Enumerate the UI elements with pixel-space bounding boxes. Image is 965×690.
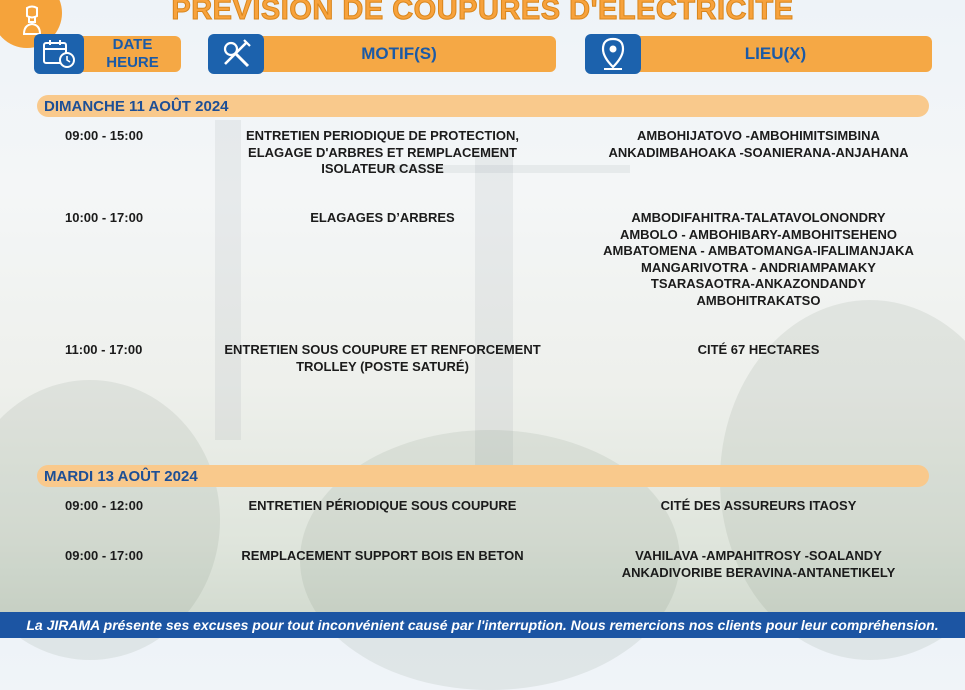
lieu-line: CITÉ 67 HECTARES (697, 342, 820, 357)
lieu-line: ANKADIVORIBE BERAVINA-ANTANETIKELY (621, 564, 896, 580)
date-header-icon-box (34, 34, 84, 74)
lieu-line: AMBOLO - AMBOHIBARY-AMBOHITSEHENO (619, 226, 898, 242)
motif-line: REMPLACEMENT SUPPORT BOIS EN BETON (241, 548, 524, 563)
motif-cell (205, 548, 560, 565)
time-cell: 09:00 - 12:00 (65, 498, 144, 513)
day-header: DIMANCHE 11 AOÛT 2024 (37, 95, 929, 117)
motif-line: ELAGAGE D'ARBRES ET REMPLACEMENT (248, 144, 517, 160)
motif-line: ENTRETIEN SOUS COUPURE ET RENFORCEMENT (224, 342, 541, 357)
motif-line: ENTRETIEN PERIODIQUE DE PROTECTION, (245, 128, 520, 143)
lieu-line: AMBODIFAHITRA-TALATAVOLONONDRY (631, 210, 886, 225)
motif-line: ENTRETIEN PÉRIODIQUE SOUS COUPURE (248, 498, 517, 513)
motif-header-label: MOTIF(S) (361, 44, 437, 63)
lieu-line: AMBATOMENA - AMBATOMANGA-IFALIMANJAKA (603, 243, 914, 258)
lieu-header-icon-box (585, 34, 641, 74)
motif-cell (205, 342, 560, 375)
lieu-line: AMBOHIJATOVO -AMBOHIMITSIMBINA (637, 128, 880, 143)
time-cell: 09:00 - 15:00 (65, 128, 144, 143)
motif-line: ISOLATEUR CASSE (321, 161, 444, 176)
page-title: PREVISION DE COUPURES D'ELECTRICITE (171, 0, 794, 26)
lieu-header-label: LIEU(X) (744, 44, 807, 63)
lieu-line: TSARASAOTRA-ANKAZONDANDY (650, 276, 867, 291)
lieu-line: ANKADIMBAHOAKA -SOANIERANA-ANJAHANA (608, 144, 909, 160)
location-pin-icon (598, 37, 628, 71)
motif-header-icon-box (208, 34, 264, 74)
date-header-line2: HEURE (106, 54, 159, 71)
motif-cell (205, 498, 560, 515)
motif-line: TROLLEY (POSTE SATURÉ) (296, 358, 469, 374)
time-cell: 10:00 - 17:00 (65, 210, 144, 225)
lieu-line: CITÉ DES ASSUREURS ITAOSY (660, 498, 857, 513)
lieu-cell (580, 548, 937, 581)
motif-cell (205, 128, 560, 178)
lieu-cell (580, 498, 937, 515)
tools-icon (219, 37, 253, 71)
lieu-line: MANGARIVOTRA - ANDRIAMPAMAKY (641, 259, 876, 275)
footer-apology: La JIRAMA présente ses excuses pour tout inconvénient causé par l'interruption. Nous remercions nos clients pour leur compréhension. (0, 612, 965, 638)
lieu-line: AMBOHITRAKATSO (696, 292, 821, 308)
time-cell: 09:00 - 17:00 (65, 548, 144, 563)
motif-line: ELAGAGES D’ARBRES (310, 210, 455, 225)
lieu-cell (580, 342, 937, 359)
lieu-line: VAHILAVA -AMPAHITROSY -SOALANDY (635, 548, 882, 563)
calendar-clock-icon (41, 38, 77, 70)
lieu-cell (580, 210, 937, 309)
day-header: MARDI 13 AOÛT 2024 (37, 465, 929, 487)
time-cell: 11:00 - 17:00 (65, 342, 143, 357)
date-header-line1: DATE (112, 36, 153, 53)
lieu-cell (580, 128, 937, 161)
motif-cell (205, 210, 560, 227)
